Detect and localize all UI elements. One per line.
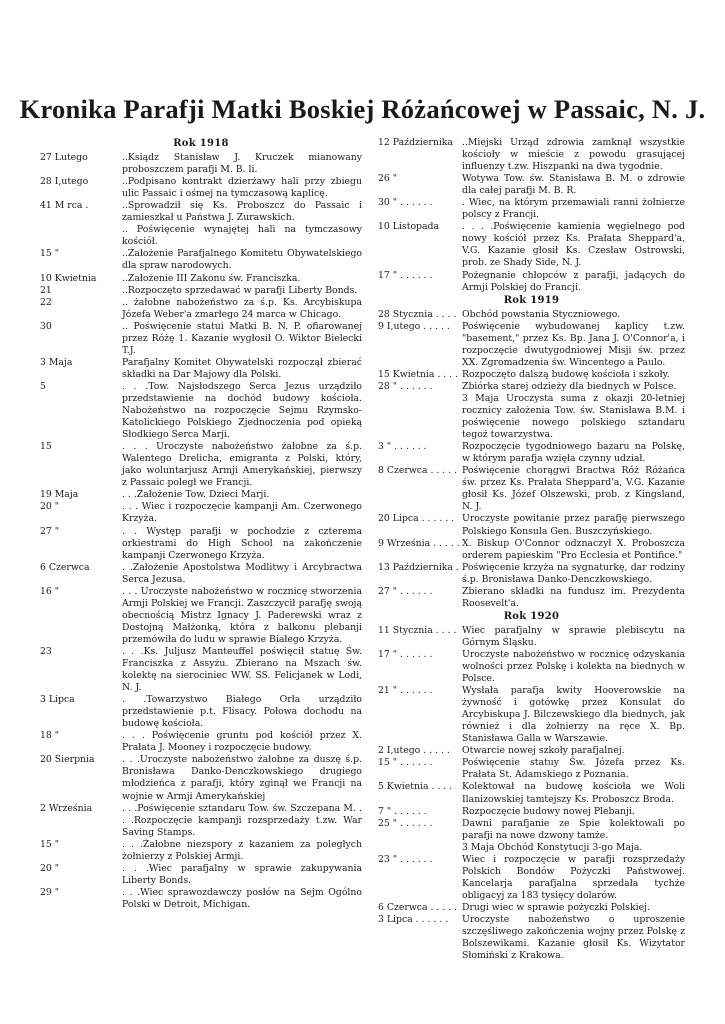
chronicle-entry [378, 369, 685, 381]
entry-text: .. Poświęcenie wynajętej hali na tymczasowy kościół. [122, 224, 362, 248]
chronicle-entry [378, 902, 685, 914]
chronicle-entry [40, 863, 362, 887]
entry-text: . . . Uroczyste nabożeństwo w rocznicę stworzenia Armji Polskiej we Francji. Zaszczycił parafję swoją obecnością Mistrz Ignacy J. Paderewski wraz z Dostojną Małżonką, która z balkonu plebanji przemówiła do ludu w sprawie Białego Krzyża. [122, 585, 362, 645]
entry-date: 41 M rca . [40, 200, 89, 212]
chronicle-entry [40, 887, 362, 911]
entry-text: . . .Ks. Juljusz Manteuffel poświęcił statuę Św. Franciszka z Assyżu. Zbierano na Mszach św. kolektę na sierociniec WW. SS. Felicjanek w Lodi, N. J. [122, 645, 362, 694]
chronicle-entry [378, 842, 685, 854]
entry-text: . .Założenie Apostolstwa Modlitwy i Arcybractwa Serca Jezusa. [122, 561, 362, 585]
entry-date [378, 393, 462, 441]
chronicle-entry [40, 489, 362, 501]
entry-text: . . Występ parafji w pochodzie z czterema orkiestrami do High School na zakończenie kampanji Czerwonego Krzyża. [122, 525, 362, 561]
chronicle-entry [378, 781, 685, 805]
entry-date: 30 [40, 320, 52, 332]
chronicle-entry [378, 914, 685, 962]
chronicle-entry [40, 839, 362, 863]
entry-text: . . .Wiec sprawozdawczy posłów na Sejm Ogólno Polski w Detroit, Michigan. [122, 886, 362, 910]
entry-date: 2 Września [40, 802, 93, 814]
entry-text: Uroczyste nabożeństwo o uproszenie szczęśliwego zakończenia wojny przez Polskę z Bolszewikami. Kazanie głosił Ks. Wizytator Słomiński z Krakowa. [462, 914, 685, 962]
chronicle-entry [378, 806, 685, 818]
entry-date: 16 " [40, 585, 60, 597]
entry-date: 15 [40, 441, 52, 453]
chronicle-entry [40, 381, 362, 441]
entry-text: . . .Założenie Tow. Dzieci Marji. [122, 489, 270, 501]
year-section [378, 295, 685, 610]
entry-date: 20 Sierpnia [40, 754, 95, 766]
entry-date: 6 Czerwca . . . . . [378, 901, 458, 913]
entry-date: 21 " . . . . . . [378, 685, 433, 697]
chronicle-entry [378, 757, 685, 781]
chronicle-entry [40, 273, 362, 285]
entry-date: 15 " [40, 248, 60, 260]
entry-date: 18 " [40, 730, 60, 742]
year-section [378, 611, 685, 962]
entry-text: 3 Maja Uroczysta suma z okazji 20-letniej rocznicy założenia Tow. św. Stanisława B.M. i poświęcenie nowego polskiego sztandaru tegoż towarzystwa. [462, 392, 685, 441]
entry-text: .. żałobne nabożeństwo za ś.p. Ks. Arcybiskupa Józefa Weber'a zmarłego 24 marca w Chicago. [122, 296, 362, 320]
year-section [378, 137, 685, 294]
page-title: Kronika Parafji Matki Boskiej Różańcowej w Passaic, N. J. [19, 94, 706, 124]
entry-date: 15 Kwietnia . . . . [378, 368, 459, 380]
chronicle-entry [40, 248, 362, 272]
entry-text: ..Założenie III Zakonu św. Franciszka. [122, 272, 301, 284]
entry-date: 3 " . . . . . . [378, 441, 427, 453]
entry-date: 27 " . . . . . . [378, 585, 433, 597]
entry-date: 9 I,utego . . . . . [378, 320, 450, 332]
entry-text: Uroczyste nabożeństwo w rocznicę odzyskania wolności przez Polskę i kolekta na biednych w Polsce. [462, 648, 685, 685]
entry-date: 28 I,utego [40, 176, 89, 188]
entry-date: 20 Lipca . . . . . . [378, 513, 455, 525]
chronicle-entry [378, 381, 685, 393]
entry-date: 15 " . . . . . . [378, 757, 433, 769]
entry-text: Rozpoczęcie tygodniowego bazaru na Polskę, w którym parafja wzięła czynny udział. [462, 441, 685, 465]
entry-date: 17 " . . . . . . [378, 648, 433, 660]
entry-text: Poświęcenie wybudowanej kaplicy t.zw. "basement," przez Ks. Bp. Jana J. O'Connor'a, i rozpoczęcie dwutygodniowej Misji św. przez XX. Zgromadzenia św. Wincentego a Paulo. [462, 320, 685, 368]
entry-date: 21 [40, 284, 52, 296]
chronicle-entry [378, 745, 685, 757]
chronicle-entry [378, 197, 685, 221]
entry-date [40, 224, 122, 248]
entry-text: . . . Wiec i rozpoczęcie kampanji Am. Czerwonego Krzyża. [122, 501, 362, 525]
entry-text: Rozpoczęcie budowy nowej Plebanji. [462, 805, 635, 817]
entry-text: Wotywa Tow. św. Stanisława B. M. o zdrowie dla całej parafji M. B. R. [462, 173, 685, 197]
chronicle-entry [378, 270, 685, 294]
entry-text: . . .Poświęcenie sztandaru Tow. św. Szczepana M. . . .Rozpoczęcie kampanji rozsprzedaży t.zw. War Saving Stamps. [122, 802, 362, 838]
entry-date: 7 " . . . . . . [378, 805, 427, 817]
chronicle-entry [40, 152, 362, 176]
entry-text: ..Założenie Parafjalnego Komitetu Obywatelskiego dla spraw narodowych. [122, 248, 362, 272]
entry-text: . . . Uroczyste nabożeństwo żałobne za ś.p. Walentego Drelicha, emigranta z Polski, który, jako woluntarjusz Armji Amerykańskiej, pierwszy z Passaic poległ we Francji. [122, 441, 362, 489]
chronicle-entry [378, 441, 685, 465]
entry-text: . . . .Poświęcenie kamienia węgielnego pod nowy kościół przez Ks. Prałata Sheppard'a, V.G. Kazanie głosił Ks. Czesław Ostrowski, prob. ze Shady Side, N. J. [462, 221, 685, 269]
entry-text: ..Rozpoczęto sprzedawać w parafji Liberty Bonds. [122, 284, 358, 296]
entry-date: 6 Czerwca [40, 561, 90, 573]
chronicle-entry [378, 562, 685, 586]
entry-text: X. Biskup O'Connor odznaczył X. Proboszcza orderem papieskim "Pro Ecclesia et Pontifice." [462, 537, 685, 561]
entry-date: 12 Października [378, 137, 453, 148]
entry-text: . . .Tow. Najsłodszego Serca Jezus urządziło przedstawienie na dochód budowy kościoła. Nabożeństwo na rozpoczęcie Sejmu Rzymsko-Katolickiego Polskiego Zjednoczenia pod opieką Słodkiego Serca Marji. [122, 380, 362, 441]
entry-date: 8 Czerwca . . . . . [378, 465, 458, 477]
chronicle-entry [378, 137, 685, 173]
chronicle-entry [40, 285, 362, 297]
chronicle-entry [40, 526, 362, 562]
entry-text: . . . Poświęcenie gruntu pod kościół przez X. Prałata J. Mooney i rozpoczęcie budowy. [122, 730, 362, 754]
entry-date: 5 Kwietnia . . . . [378, 781, 453, 793]
entry-text: Poświęcenie statuy Św. Józefa przez Ks. Prałata St. Adamskiego z Poznania. [462, 757, 685, 781]
entry-text: Obchód powstania Styczniowego. [462, 308, 621, 320]
entry-text: . . .Wiec parafjalny w sprawie zakupywania Liberty Bonds. [122, 862, 362, 886]
chronicle-entry [40, 646, 362, 694]
chronicle-entry [378, 221, 685, 269]
entry-date: 5 [40, 380, 46, 392]
entry-date: 10 Listopada [378, 221, 440, 233]
entry-text: ..Podpisano kontrakt dzierżawy hali przy zbiegu ulic Passaic i ośmej na tymczasową kaplicę. [122, 176, 362, 200]
chronicle-entry [40, 321, 362, 357]
entry-date: 28 Stycznia . . . . [378, 308, 457, 320]
entry-text: 3 Maja Obchód Konstytucji 3-go Maja. [462, 841, 643, 853]
chronicle-entry [378, 393, 685, 441]
entry-text: Drugi wiec w sprawie pożyczki Polskiej. [462, 901, 650, 913]
entry-text: Wiec parafjalny w sprawie plebiscytu na Górnym Śląsku. [462, 624, 685, 648]
chronicle-entry [378, 173, 685, 197]
entry-text: Pożegnanie chłopców z parafji, jadących do Armji Polskiej do Francji. [462, 269, 685, 293]
entry-text: .. Poświęcenie statui Matki B. N. P. ofiarowanej przez Różę 1. Kazanie wygłosił O. Wiktor Bielecki T.J. [122, 320, 362, 356]
entry-text: Poświęcenie krzyża na sygnaturkę, dar rodziny ś.p. Bronisława Danko-Denczkowskiego. [462, 561, 685, 585]
entry-date: 11 Stycznia . . . . [378, 624, 457, 636]
chronicle-entry [40, 441, 362, 489]
entry-date: 28 " . . . . . . [378, 380, 433, 392]
entry-text: . Wiec, na którym przemawiali ranni żołnierze polscy z Francji. [462, 197, 685, 221]
entry-date: 17 " . . . . . . [378, 269, 433, 281]
entry-date: 9 Września . . . . . [378, 537, 460, 549]
chronicle-entry [378, 685, 685, 745]
entry-date [378, 842, 462, 854]
entry-date: 20 " [40, 501, 60, 513]
entry-text: Uroczyste powitanie przez parafję pierwszego Polskiego Konsula Gen. Buszczyńskiego. [462, 513, 685, 537]
entry-date: 23 [40, 645, 52, 657]
entry-text: ..Sprowadził się Ks. Proboszcz do Passaic i zamieszkał u Państwa J. Zurawskich. [122, 200, 362, 224]
chronicle-entry [40, 562, 362, 586]
entry-date: 27 " [40, 525, 60, 537]
chronicle-entry [378, 625, 685, 649]
entry-list [40, 152, 362, 911]
chronicle-entry [40, 754, 362, 802]
chronicle-entry [40, 357, 362, 381]
section-list [378, 137, 685, 962]
chronicle-entry [40, 501, 362, 525]
right-column [378, 137, 685, 962]
chronicle-entry [40, 224, 362, 248]
chronicle-entry [40, 803, 362, 839]
entry-date: 3 Lipca . . . . . . [378, 914, 449, 925]
entry-date: 3 Maja [40, 356, 73, 368]
entry-date: 25 " . . . . . . [378, 817, 433, 829]
chronicle-entry [40, 297, 362, 321]
chronicle-entry [378, 465, 685, 513]
chronicle-entry [378, 321, 685, 369]
left-column [40, 137, 362, 911]
chronicle-entry [40, 176, 362, 200]
entry-date: 30 " . . . . . . [378, 197, 433, 209]
entry-text: Rozpoczęto dalszą budowę kościoła i szkoły. [462, 368, 670, 380]
entry-date: 15 " [40, 838, 60, 850]
entry-text: ..Miejski Urząd zdrowia zamknął wszystkie kościoły w mieście z powodu grasującej influenzy t.zw. Hiszpanki na dwa tygodnie. [462, 137, 685, 173]
entry-text: Zbiórka starej odzieży dla biednych w Polsce. [462, 380, 677, 392]
entry-date: 20 " [40, 862, 60, 874]
entry-text: Zbierano składki na fundusz im. Prezydenta Roosevelt'a. [462, 585, 685, 609]
chronicle-entry [40, 730, 362, 754]
chronicle-entry [40, 694, 362, 730]
chronicle-entry [378, 586, 685, 610]
entry-date: 13 Października . . [378, 561, 465, 573]
entry-date: 29 " [40, 886, 60, 898]
entry-text: Wiec i rozpoczęcie w parafji rozsprzedaży Polskich Bondów Pożyczki Państwowej. Kancelarja parafjalna sprzedała tychże obligacyj za 183 tysięcy dolarów. [462, 853, 685, 901]
entry-text: ..Ksiądz Stanisław J. Kruczek mianowany proboszczem parafji M. B. li. [122, 152, 362, 176]
entry-date: 10 Kwietnia [40, 272, 97, 284]
entry-date: 3 Lipca [40, 694, 75, 706]
entry-text: Otwarcie nowej szkoły parafjalnej. [462, 745, 625, 757]
chronicle-entry [378, 309, 685, 321]
year-heading: Rok 1919 [503, 294, 560, 306]
entry-text: . . .Żałobne niezspory z kazaniem za poległych żołnierzy z Polskiej Armji. [122, 838, 362, 862]
entry-text: Poświęcenie chorągwi Bractwa Róż Różańca św. przez Ks. Prałata Sheppard'a, V.G. Kazanie głosił Ks. Józef Olszewski, prob. z Kingsland, N. J. [462, 465, 685, 513]
chronicle-entry [378, 538, 685, 562]
entry-text: . .Towarzystwo Białego Orła urządziło przedstawienie p.t. Flisacy. Połowa dochodu na budowę kościoła. [122, 694, 362, 730]
entry-date: 27 Lutego [40, 152, 88, 164]
chronicle-entry [378, 649, 685, 685]
entry-text: Kolektował na budowę kościoła we Woli Ilanizowskiej tamtejszy Ks. Proboszcz Broda. [462, 781, 685, 805]
chronicle-entry [40, 200, 362, 224]
chronicle-entry [40, 586, 362, 646]
entry-date: 22 [40, 296, 52, 308]
entry-date: 2 I,utego . . . . . [378, 745, 450, 757]
year-heading: Rok 1918 [173, 138, 229, 149]
entry-date: 23 " . . . . . . [378, 853, 433, 865]
entry-date: 26 " [378, 173, 398, 185]
entry-text: . . .Uroczyste nabożeństwo żałobne za duszę ś.p. Bronisława Danko-Denczkowskiego drugiego młodzieńca z parafji, który zginął we Francji na wojnie w Armji Amerykańskiej [122, 754, 362, 802]
entry-date: 19 Maja [40, 489, 79, 501]
entry-text: Wysłała parafja kwity Hooverowskie na żywność i gotówkę przez Konsulat do Arcybiskupa J. Bilczewskiego dla biednych, jak również i dla żołnierzy na ręce X. Bp. Stanisława Galla w Warszawie. [462, 685, 685, 745]
chronicle-entry [378, 818, 685, 842]
chronicle-entry [378, 513, 685, 537]
chronicle-entry [378, 854, 685, 902]
entry-text: Dawni parafjanie ze Spie kolektowali po parafji na nowe dzwony tamże. [462, 817, 685, 841]
entry-text: Parafjalny Komitet Obywatelski rozpoczął zbierać składki na Dar Majowy dla Polski. [122, 356, 362, 380]
year-heading: Rok 1920 [503, 610, 560, 622]
